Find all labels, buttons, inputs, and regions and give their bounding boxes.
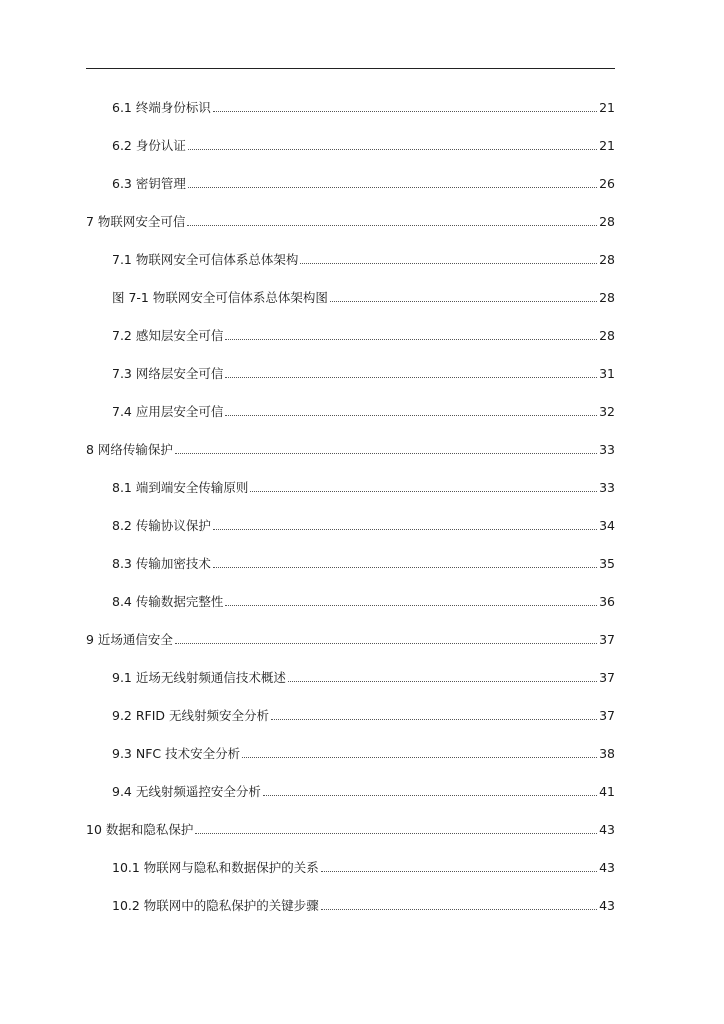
dot-leader [225,415,597,416]
header-rule [86,68,615,69]
toc-entry[interactable] [86,127,615,165]
toc-entry-title: 7.1 物联网安全可信体系总体架构 [112,252,299,267]
toc-entry[interactable] [86,773,615,811]
toc-entry-page-number: 28 [599,252,615,267]
toc-entry-title: 8 网络传输保护 [86,442,173,457]
toc-entry[interactable] [86,697,615,735]
dot-leader [175,643,597,644]
dot-leader [263,795,597,796]
toc-entry-page-number: 28 [599,328,615,343]
dot-leader [188,149,597,150]
toc-entry-title: 6.1 终端身份标识 [112,100,211,115]
toc-entry-title: 图 7-1 物联网安全可信体系总体架构图 [112,290,328,305]
toc-entry[interactable] [86,887,615,925]
dot-leader [175,453,597,454]
toc-entry-page-number: 28 [599,214,615,229]
dot-leader [271,719,597,720]
dot-leader [225,377,597,378]
dot-leader [225,605,597,606]
toc-entry-title: 10 数据和隐私保护 [86,822,194,837]
toc-entry-title: 6.2 身份认证 [112,138,186,153]
dot-leader [213,529,597,530]
toc-entry-page-number: 43 [599,860,615,875]
toc-entry-page-number: 41 [599,784,615,799]
dot-leader [330,301,597,302]
dot-leader [188,187,597,188]
toc-entry[interactable] [86,355,615,393]
dot-leader [288,681,597,682]
toc-entry[interactable] [86,545,615,583]
toc-entry-title: 6.3 密钥管理 [112,176,186,191]
toc-entry-page-number: 38 [599,746,615,761]
toc-entry-page-number: 37 [599,708,615,723]
toc-entry-page-number: 21 [599,100,615,115]
toc-entry-title: 9.1 近场无线射频通信技术概述 [112,670,286,685]
toc-entry[interactable] [86,317,615,355]
toc-entry-page-number: 43 [599,822,615,837]
toc-entry-page-number: 36 [599,594,615,609]
dot-leader [225,339,597,340]
toc-entry[interactable] [86,811,615,849]
toc-entry-page-number: 31 [599,366,615,381]
toc-entry-title: 9.4 无线射频遥控安全分析 [112,784,261,799]
toc-entry-title: 8.1 端到端安全传输原则 [112,480,249,495]
toc-entry[interactable] [86,583,615,621]
toc-entry[interactable] [86,89,615,127]
toc-entry[interactable] [86,621,615,659]
toc-entry-page-number: 35 [599,556,615,571]
toc-entry[interactable] [86,849,615,887]
dot-leader [195,833,597,834]
dot-leader [250,491,597,492]
toc-entry-page-number: 28 [599,290,615,305]
toc-entry-title: 9.3 NFC 技术安全分析 [112,746,241,761]
toc-entry-title: 8.2 传输协议保护 [112,518,211,533]
toc-entry[interactable] [86,507,615,545]
toc-entry-page-number: 43 [599,898,615,913]
toc-entry[interactable] [86,203,615,241]
toc-entry-title: 9.2 RFID 无线射频安全分析 [112,708,270,723]
toc-entry-page-number: 21 [599,138,615,153]
toc-entry-page-number: 32 [599,404,615,419]
toc-entry-title: 7.2 感知层安全可信 [112,328,224,343]
dot-leader [321,871,597,872]
toc-entry-title: 7.3 网络层安全可信 [112,366,224,381]
dot-leader [213,567,597,568]
toc-entry[interactable] [86,241,615,279]
table-of-contents [86,89,615,925]
toc-entry-page-number: 34 [599,518,615,533]
toc-entry-page-number: 37 [599,632,615,647]
toc-entry[interactable] [86,659,615,697]
toc-entry-title: 8.3 传输加密技术 [112,556,211,571]
toc-entry-title: 10.1 物联网与隐私和数据保护的关系 [112,860,319,875]
toc-entry-title: 8.4 传输数据完整性 [112,594,224,609]
toc-entry[interactable] [86,735,615,773]
toc-entry-title: 10.2 物联网中的隐私保护的关键步骤 [112,898,319,913]
dot-leader [213,111,597,112]
toc-entry-title: 9 近场通信安全 [86,632,173,647]
toc-entry[interactable] [86,469,615,507]
toc-entry-title: 7 物联网安全可信 [86,214,186,229]
toc-entry-title: 7.4 应用层安全可信 [112,404,224,419]
toc-entry[interactable] [86,431,615,469]
toc-entry-page-number: 33 [599,442,615,457]
toc-entry-page-number: 33 [599,480,615,495]
dot-leader [187,225,597,226]
toc-entry[interactable] [86,165,615,203]
dot-leader [242,757,597,758]
dot-leader [321,909,597,910]
toc-entry-page-number: 26 [599,176,615,191]
toc-entry[interactable] [86,393,615,431]
toc-entry[interactable] [86,279,615,317]
dot-leader [300,263,597,264]
toc-entry-page-number: 37 [599,670,615,685]
